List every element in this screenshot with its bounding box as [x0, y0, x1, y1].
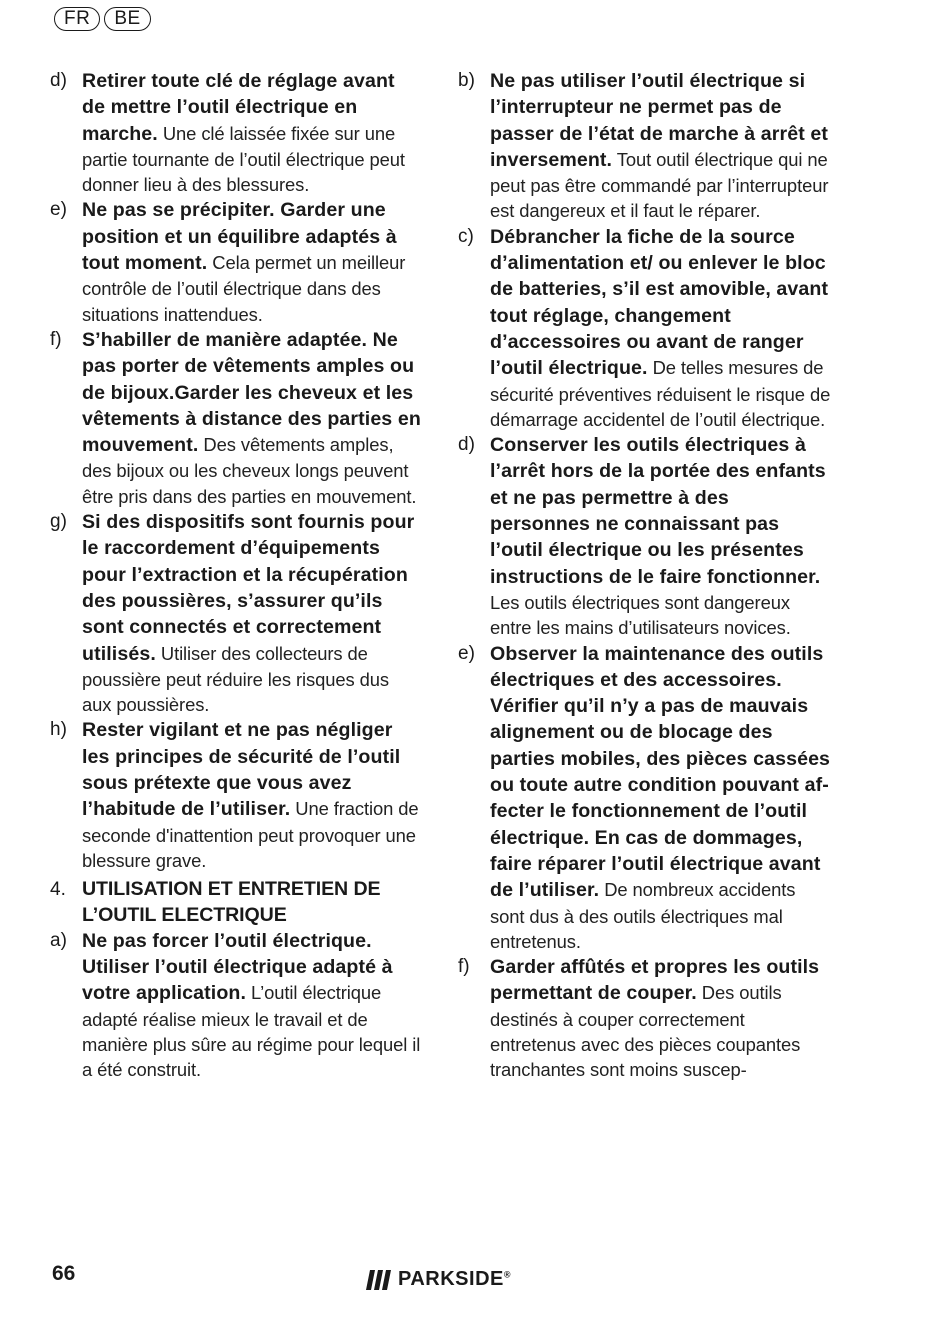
- item-body: [490, 224, 834, 432]
- item-marker: g): [50, 511, 67, 533]
- brand-name: [398, 1268, 511, 1291]
- item-body: [82, 928, 422, 1083]
- item-marker: f): [50, 328, 62, 350]
- item-heading: Débrancher la fiche de la source d’alimentation et/ ou enlever le bloc de batteries, s’il est amovible, avant tout réglage, changement d’accessoires ou avant de ranger l’outil électrique.: [490, 225, 829, 380]
- lang-badge-be: BE: [104, 7, 150, 31]
- page-number: 66: [52, 1262, 76, 1285]
- item-body: [490, 68, 834, 224]
- item-body: [82, 327, 422, 509]
- item-text: Tout outil électrique qui ne peut pas être commandé par l’interrupteur est dangereux et il faut le réparer.: [490, 148, 829, 222]
- item-heading: Retirer toute clé de réglage avant de mettre l’outil électrique en marche.: [82, 70, 395, 145]
- item-heading: Garder affûtés et propres les outils permettant de couper.: [490, 956, 820, 1005]
- item-marker: e): [458, 642, 475, 664]
- item-text: Des outils destinés à couper correctement entretenus avec des pièces coupantes tranchantes sont moins suscep-: [490, 982, 801, 1081]
- instruction-item: [458, 68, 834, 224]
- right-column: [458, 68, 834, 1083]
- section-heading: [50, 877, 422, 928]
- item-body: [490, 432, 834, 640]
- item-body: [82, 197, 422, 326]
- item-marker: d): [50, 70, 67, 91]
- item-heading: Rester vigilant et ne pas négliger les principes de sécurité de l’outil sous prétexte que vous avez l’habitude de l’utiliser.: [82, 719, 401, 821]
- instruction-item: [458, 641, 834, 955]
- section-number: 4.: [50, 879, 66, 901]
- item-heading: Ne pas se précipiter. Garder une position et un équilibre adaptés à tout moment.: [82, 199, 397, 275]
- item-marker: c): [458, 225, 474, 247]
- item-text: Utiliser des collecteurs de poussière peut réduire les risques dus aux poussières.: [82, 642, 389, 716]
- item-heading: Ne pas forcer l’outil électrique. Utiliser l’outil électrique adapté à votre application.: [82, 929, 393, 1005]
- item-body: [490, 641, 834, 955]
- item-marker: d): [458, 434, 475, 456]
- instruction-item: [50, 717, 422, 873]
- item-text: Une clé laissée fixée sur une partie tournante de l’outil électrique peut donner lieu à des blessures.: [82, 122, 405, 196]
- item-body: [490, 954, 834, 1082]
- item-text: Cela permet un meilleur contrôle de l’outil électrique dans des situations inattendues.: [82, 252, 406, 325]
- item-text: De nombreux accidents sont dus à des outils électriques mal entretenus.: [490, 879, 796, 952]
- item-body: [82, 717, 422, 873]
- left-column: [50, 68, 422, 1083]
- item-heading: Si des dispositifs sont fournis pour le raccordement d’équipements pour l’extraction et la récupération des poussières, s’assurer qu’ils sont connectés et correctement utilisés.: [82, 511, 415, 665]
- item-marker: h): [50, 719, 67, 741]
- item-marker: e): [50, 199, 67, 221]
- registered-mark: ®: [503, 1269, 512, 1280]
- item-text: Des vêtements amples, des bijoux ou les cheveux longs peuvent être pris dans des parties en mouvement.: [82, 434, 417, 507]
- item-heading: S’habiller de manière adaptée. Ne pas porter de vêtements amples ou de bijoux.Garder les cheveux et les vêtements à distance des parties en mouvement.: [82, 328, 421, 457]
- item-text: L’outil électrique adapté réalise mieux le travail et de manière plus sûre au régime pour lequel il a été construit.: [82, 982, 421, 1081]
- lang-badge-fr: FR: [54, 7, 100, 31]
- instruction-item: [50, 197, 422, 326]
- instruction-item: [50, 509, 422, 717]
- item-text: De telles mesures de sécurité préventives réduisent le risque de démarrage accidentel de l’outil électrique.: [490, 357, 831, 430]
- instruction-item: [458, 432, 834, 640]
- item-heading: Observer la maintenance des outils électriques et des accessoires. Vérifier qu’il n’y a pas de mauvais alignement ou de blocage des parties mobiles, des pièces cassées ou toute autre condition pouvant affecter le fonctionnement de l’outil électrique. En cas de dommages, faire réparer l’outil électrique avant de l’utiliser.: [490, 642, 831, 902]
- brand-text: PARKSIDE: [398, 1268, 504, 1290]
- brand-stripes-icon: [366, 1270, 392, 1290]
- instruction-item: [458, 954, 834, 1082]
- item-marker: f): [458, 956, 470, 978]
- language-badges: [54, 7, 151, 31]
- item-body: [82, 68, 422, 197]
- item-marker: b): [458, 70, 475, 91]
- section-title: UTILISATION ET ENTRETIEN DE L’OUTIL ELECTRIQUE: [82, 878, 381, 926]
- item-text: Une fraction de seconde d'inattention peut provoquer une blessure grave.: [82, 798, 419, 871]
- instruction-item: [50, 68, 422, 197]
- item-marker: a): [50, 929, 67, 951]
- item-body: [82, 509, 422, 717]
- instruction-item: [458, 224, 834, 432]
- instruction-item: [50, 928, 422, 1083]
- parkside-logo: [366, 1268, 511, 1291]
- item-heading: Ne pas utiliser l’outil électrique si l’interrupteur ne permet pas de passer de l’état de marche à arrêt et inversement.: [490, 70, 829, 171]
- item-text: Les outils électriques sont dangereux entre les mains d’utilisateurs novices.: [490, 591, 791, 639]
- item-heading: Conserver les outils électriques à l’arrêt hors de la portée des enfants et ne pas permettre à des personnes ne connaissant pas l’outil électrique ou les présentes instructions de le faire fonctionner.: [490, 434, 826, 588]
- instruction-item: [50, 327, 422, 509]
